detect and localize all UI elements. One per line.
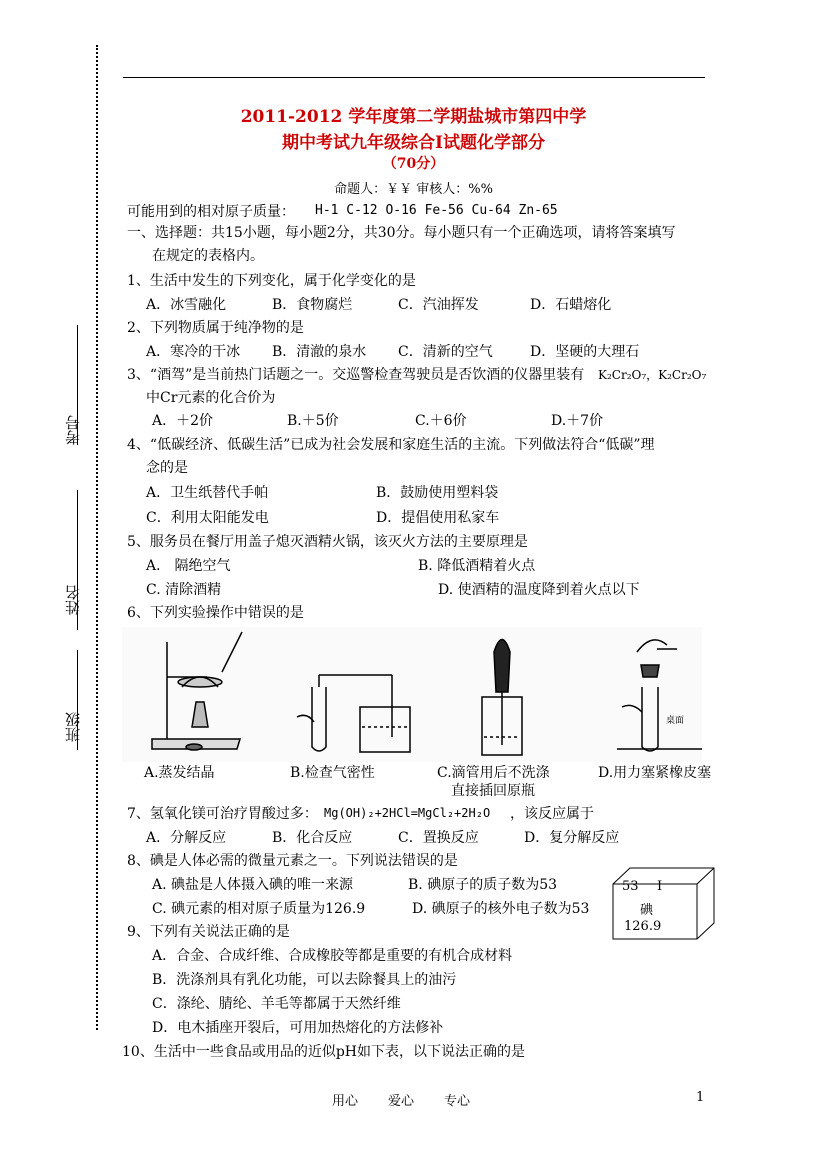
q9-option-c: C．涤纶、腈纶、羊毛等都属于天然纤维: [152, 996, 401, 1012]
title-line-2: 期中考试九年级综合Ⅰ试题化学部分: [282, 133, 545, 153]
exam-no-label: 考号: [64, 415, 82, 445]
q3-stem: 3、“酒驾”是当前热门话题之一。交巡警检查驾驶员是否饮酒的仪器里装有: [127, 367, 585, 383]
q4-line2: 念的是: [146, 460, 188, 476]
authors: 命题人：￥￥ 审核人：%%: [334, 182, 493, 197]
q6-option-d: D.用力塞紧橡皮塞: [598, 765, 712, 781]
q6-stem: 6、下列实验操作中错误的是: [127, 605, 304, 621]
q6-option-b: B.检查气密性: [290, 765, 375, 781]
name-label: 姓名: [64, 585, 82, 615]
element-name: 碘: [640, 903, 654, 918]
header-rule: [123, 77, 705, 78]
q7-equation: Mg(OH)₂+2HCl=MgCl₂+2H₂O: [324, 806, 491, 820]
section1-line2: 在规定的表格内。: [152, 248, 264, 264]
section1-line1: 一、选择题：共15小题，每小题2分，共30分。每小题只有一个正确选项，请将答案填写: [127, 225, 676, 241]
q3-option-a: A．＋2价: [152, 413, 214, 429]
q2-option-b: B．清澈的泉水: [272, 344, 367, 360]
atomic-mass-label: 可能用到的相对原子质量：: [127, 204, 295, 220]
q8-stem: 8、碘是人体必需的微量元素之一。下列说法错误的是: [127, 853, 458, 869]
footer-word-1: 用心: [332, 1094, 359, 1109]
q7-option-c: C．置换反应: [398, 830, 479, 846]
q1-option-b: B．食物腐烂: [272, 297, 353, 313]
total-score: （70分）: [382, 156, 445, 172]
q5-option-b: B. 降低酒精着火点: [418, 558, 536, 574]
atomic-masses: H-1 C-12 O-16 Fe-56 Cu-64 Zn-65: [315, 203, 558, 218]
q9-option-d: D．电木插座开裂后，可用加热熔化的方法修补: [152, 1020, 444, 1036]
q5-stem: 5、服务员在餐厅用盖子熄灭酒精火锅，该灭火方法的主要原理是: [127, 534, 528, 550]
q3-option-b: B.＋5价: [287, 413, 339, 429]
page-number: 1: [696, 1090, 705, 1105]
q2-option-a: A．寒冷的干冰: [146, 344, 241, 360]
iodine-element-card: [612, 867, 715, 940]
element-number: 53: [622, 879, 639, 894]
desk-label: 桌面: [666, 716, 685, 726]
q4-stem: 4、“低碳经济、低碳生活”已成为社会发展和家庭生活的主流。下列做法符合“低碳”理: [127, 437, 655, 453]
q1-option-a: A．冰雪融化: [146, 297, 227, 313]
q6-option-a: A.蒸发结晶: [144, 765, 215, 781]
element-symbol: I: [657, 879, 663, 894]
q2-option-d: D．坚硬的大理石: [530, 344, 640, 360]
q9-option-b: B．洗涤剂具有乳化功能，可以去除餐具上的油污: [152, 972, 457, 988]
q7-option-a: A．分解反应: [146, 830, 227, 846]
q9-stem: 9、下列有关说法正确的是: [127, 924, 290, 940]
q8-option-d: D. 碘原子的核外电子数为53: [412, 901, 590, 917]
q6-option-c-line1: C.滴管用后不洗涤: [437, 765, 550, 781]
q7-tail: ，该反应属于: [510, 806, 594, 822]
q10-stem: 10、生活中一些食品或用品的近似pH如下表，以下说法正确的是: [122, 1044, 525, 1060]
q1-option-d: D．石蜡熔化: [530, 297, 612, 313]
q3-option-d: D.＋7价: [551, 413, 604, 429]
q7-option-b: B．化合反应: [272, 830, 353, 846]
q4-option-b: B．鼓励使用塑料袋: [376, 485, 499, 501]
q3-formula: K₂Cr₂O₇，K₂Cr₂O₇: [598, 368, 707, 382]
q2-option-c: C．清新的空气: [398, 344, 493, 360]
q4-option-d: D．提倡使用私家车: [376, 510, 500, 526]
q3-line2: 中Cr元素的化合价为: [146, 390, 276, 406]
experiment-illustrations: [122, 627, 702, 762]
q4-option-c: C．利用太阳能发电: [146, 510, 269, 526]
q5-option-a: A． 隔绝空气: [146, 558, 231, 574]
q6-option-c-line2: 直接插回原瓶: [451, 783, 535, 799]
q8-option-c: C. 碘元素的相对原子质量为126.9: [152, 901, 366, 917]
q7-option-d: D．复分解反应: [524, 830, 620, 846]
q8-option-b: B. 碘原子的质子数为53: [408, 877, 558, 893]
q2-stem: 2、下列物质属于纯净物的是: [127, 320, 304, 336]
q4-option-a: A．卫生纸替代手帕: [146, 485, 269, 501]
q7-stem: 7、氢氧化镁可治疗胃酸过多：: [127, 806, 318, 822]
q1-option-c: C．汽油挥发: [398, 297, 479, 313]
element-mass: 126.9: [624, 919, 662, 934]
q5-option-c: C. 清除酒精: [146, 582, 222, 598]
footer-word-3: 专心: [444, 1094, 471, 1109]
class-label: 班级: [64, 712, 82, 742]
q5-option-d: D. 使酒精的温度降到着火点以下: [438, 582, 640, 598]
experiment-figure: [122, 627, 702, 762]
q3-option-c: C.＋6价: [415, 413, 467, 429]
title-line-1: 2011-2012 学年度第二学期盐城市第四中学: [240, 107, 587, 127]
q1-stem: 1、生活中发生的下列变化，属于化学变化的是: [127, 273, 416, 289]
q8-option-a: A. 碘盐是人体摄入碘的唯一来源: [152, 877, 354, 893]
q9-option-a: A．合金、合成纤维、合成橡胶等都是重要的有机合成材料: [152, 948, 513, 964]
footer-word-2: 爱心: [388, 1094, 415, 1109]
